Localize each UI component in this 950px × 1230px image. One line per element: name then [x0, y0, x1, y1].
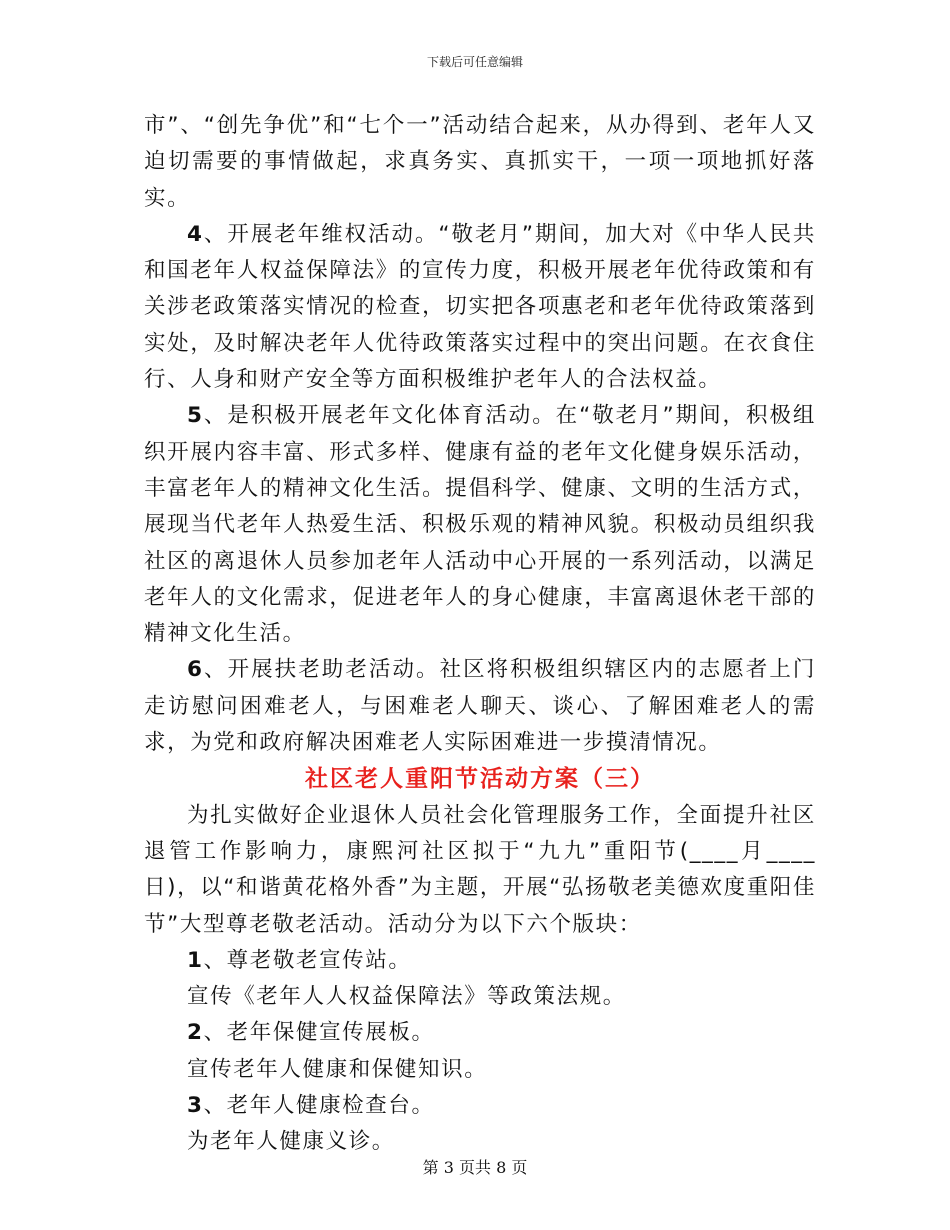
item-text: 宣传老年人健康和保健知识。: [187, 1056, 488, 1082]
item-number: 6: [187, 657, 204, 683]
list-item: [144, 1052, 816, 1088]
list-item: [144, 1088, 816, 1124]
item-text: 宣传《老年人人权益保障法》等政策法规。: [187, 984, 626, 1010]
intro-paragraph: 为扎实做好企业退休人员社会化管理服务工作，全面提升社区退管工作影响力，康熙河社区拟于“九九”重阳节(____月____日)，以“和谐黄花格外香”为主题，开展“弘扬敬老美德欢度重阳佳节”大型尊老敬老活动。活动分为以下六个版块：: [144, 802, 816, 937]
item-number: 2: [187, 1020, 204, 1046]
item-number: 4: [187, 221, 204, 247]
item-text: 为老年人健康义诊。: [187, 1129, 395, 1155]
page-header: 下载后可任意编辑: [426, 55, 523, 69]
list-item: [144, 1015, 816, 1051]
paragraph: [144, 398, 816, 652]
paragraph-text: 、开展老年维权活动。“敬老月”期间，加大对《中华人民共和国老年人权益保障法》的宣传力度，积极开展老年优待政策和有关涉老政策落实情况的检查，切实把各项惠老和老年优待政策落到实处，及时解决老年人优待政策落实过程中的突出问题。在衣食住行、人身和财产安全等方面积极维护老年人的合法权益。: [144, 221, 816, 393]
item-text: 、尊老敬老宣传站。: [203, 947, 412, 973]
item-number: 3: [187, 1093, 204, 1119]
list-item: [144, 943, 816, 979]
item-text: 、老年保健宣传展板。: [203, 1020, 435, 1046]
paragraph-text: 、是积极开展老年文化体育活动。在“敬老月”期间，积极组织开展内容丰富、形式多样、健康有益的老年文化健身娱乐活动，丰富老年人的精神文化生活。提倡科学、健康、文明的生活方式，展现当代老年人热爱生活、积极乐观的精神风貌。积极动员组织我社区的离退休人员参加老年人活动中心开展的一系列活动，以满足老年人的文化需求，促进老年人的身心健康，丰富离退休老干部的精神文化生活。: [144, 403, 816, 647]
item-number: 1: [187, 947, 204, 973]
paragraph: 市”、“创先争优”和“七个一”活动结合起来，从办得到、老年人又迫切需要的事情做起，求真务实、真抓实干，一项一项地抓好落实。: [144, 113, 816, 211]
paragraph: [144, 217, 816, 398]
item-text: 、老年人健康检查台。: [203, 1093, 435, 1119]
paragraph: [144, 652, 816, 761]
document-body: [144, 108, 816, 1161]
list-item: [144, 979, 816, 1015]
section-title: 社区老人重阳节活动方案（三）: [305, 766, 655, 793]
paragraph-text: 、开展扶老助老活动。社区将积极组织辖区内的志愿者上门走访慰问困难老人，与困难老人聊天、谈心、了解困难老人的需求，为党和政府解决困难老人实际困难进一步摸清情况。: [144, 657, 816, 756]
item-number: 5: [187, 403, 204, 429]
page-footer: 第 3 页共 8 页: [422, 1158, 528, 1177]
